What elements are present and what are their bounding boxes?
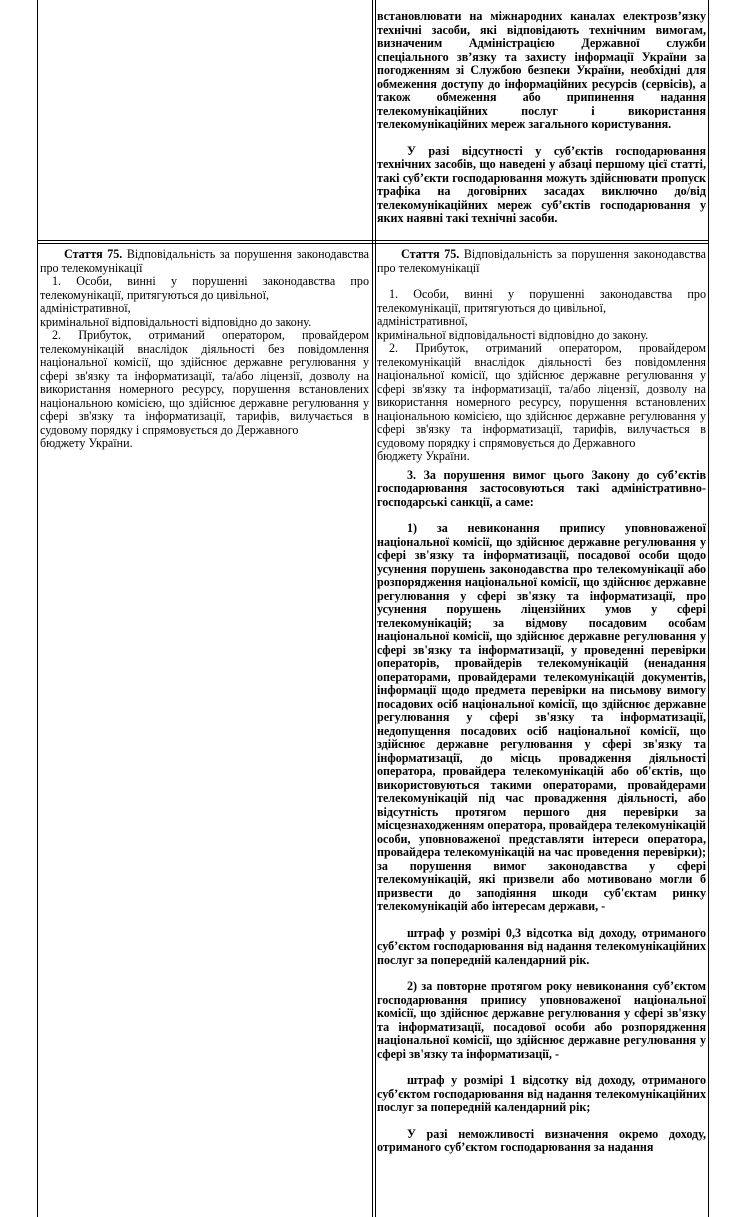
article-p2: 2. Прибуток, отриманий оператором, провайдером телекомунікацій внаслідок діяльності без повідомлення національної комісії, що здійснює державне регулювання у сфері зв'язку та інформатизації, та/або ліцензії, дозволу на використання номерного ресурсу, порушення встановлених національною комісією, що здійснює державне регулювання у сфері зв'язку та інформатизації, тарифів, вилучається в судовому порядку і спрямовується до Державного [377,341,706,450]
table-column-divider [375,0,376,1217]
table-border-right [708,0,709,1217]
row-divider [37,240,709,241]
article-label: Стаття 75. [64,247,123,261]
article-p8: У разі неможливості визначення окремо доходу, отриманого суб’єктом господарювання за надання [377,1126,706,1154]
article-p3: 3. За порушення вимог цього Закону до суб’єктів господарювання застосовуються такі адміністративно-господарські санкції, а саме: [377,467,706,509]
article-heading [40,248,369,275]
article-left-cell [40,248,369,451]
article-p1-line: кримінальної відповідальності відповідно до закону. [40,314,312,329]
article-p1-line: 1. Особи, винні у порушенні законодавства про телекомунікації, притягуються до цивільної, [377,287,706,315]
article-p2-end: бюджету України. [40,436,133,450]
top-right-paragraph: встановлювати на міжнародних каналах електрозв’язку технічні засоби, які відповідають технічним вимогам, визначеним Адміністрацією Державної служби спеціального зв’язку та захисту інформації України за погодженням зі Службою безпеки України, необхідні для обмеження доступу до інформаційних ресурсів (сервісів), а також обмеження або припинення надання телекомунікаційних послуг і використання телекомунікаційних мереж загального користування. [377,9,706,131]
article-p4: 1) за невиконання припису уповноваженої національної комісії, що здійснює державне регулювання у сфері зв'язку та інформатизації, посадової особи щодо усунення порушень законодавства про телекомунікації або розпорядження національної комісії, що здійснює державне регулювання у сфері зв'язку та інформатизації, про усунення порушень ліцензійних умов у сфері телекомунікацій; за відмову посадовим особам національної комісії, що здійснює державне регулювання у сфері зв'язку та інформатизації, у проведенні перевірки операторів, провайдерів телекомунікацій (ненадання операторами, провайдерами телекомунікацій документів, інформації щодо предмета перевірки на письмову вимогу посадових осіб національної комісії, що здійснює державне регулювання у сфері зв'язку та інформатизації, недопущення посадових осіб національної комісії, що здійснює державне регулювання у сфері зв'язку та інформатизації, до місць провадження діяльності оператора, провайдера телекомунікацій або об'єктів, що використовуються такими операторами, провайдерами телекомунікацій під час провадження діяльності, або відсутність протягом першого дня перевірки за місцезнаходженням оператора, провайдера телекомунікацій особи, уповноваженої представляти інтереси оператора, провайдера телекомунікацій на час проведення перевірки); за порушення вимог законодавства у сфері телекомунікацій, які призвели або мотивовано могли б призвести до заподіяння шкоди суб'єктам ринку телекомунікацій або інтересам держави, - [377,521,706,913]
comparison-table [37,0,709,1217]
article-title: Відповідальність за порушення законодавства про телекомунікації [40,247,369,275]
article-p7: штраф у розмірі 1 відсотку від доходу, отриманого суб’єктом господарювання від надання телекомунікаційних послуг за попередній календарний рік; [377,1073,706,1114]
row-divider [37,243,709,244]
article-label: Стаття 75. [401,247,460,261]
article-right-cell [377,248,706,1155]
top-right-paragraph: У разі відсутності у суб’єктів господарювання технічних засобів, що наведені у абзаці першому цієї статті, такі суб’єкти господарювання можуть здійснювати пропуск трафіка на договірних засадах виключно до/від телекомунікаційних мереж суб’єктів господарювання у яких наявні такі технічні засоби. [377,143,706,225]
article-p1-line: адміністративної, [377,314,468,328]
article-p1-line: кримінальної відповідальності відповідно до закону. [377,327,649,342]
article-title: Відповідальність за порушення законодавства про телекомунікації [377,247,706,275]
table-border-left [37,0,38,1217]
article-p1-line: 1. Особи, винні у порушенні законодавства про телекомунікації, притягуються до цивільної, [40,274,369,302]
article-p2: 2. Прибуток, отриманий оператором, провайдером телекомунікацій внаслідок діяльності без повідомлення національної комісії, що здійснює державне регулювання у сфері зв'язку та інформатизації, та/або ліцензії, дозволу на використання номерного ресурсу, порушення встановлених національною комісією, що здійснює державне регулювання у сфері зв'язку та інформатизації, тарифів, вилучається в судовому порядку і спрямовується до Державного [40,328,369,437]
article-p1-line: адміністративної, [40,301,131,315]
article-p6: 2) за повторне протягом року невиконання суб’єктом господарювання припису уповноваженої національної комісії, що здійснює державне регулювання у сфері зв'язку та інформатизації, посадової особи або розпорядження національної комісії, що здійснює державне регулювання у сфері зв'язку та інформатизації, - [377,979,706,1061]
article-heading [377,248,706,275]
top-right-cell [377,10,706,226]
article-p5: штраф у розмірі 0,3 відсотка від доходу, отриманого суб’єктом господарювання від надання телекомунікаційних послуг за попередній календарний рік. [377,925,706,967]
table-column-divider [372,0,373,1217]
article-p2-end: бюджету України. [377,449,470,463]
